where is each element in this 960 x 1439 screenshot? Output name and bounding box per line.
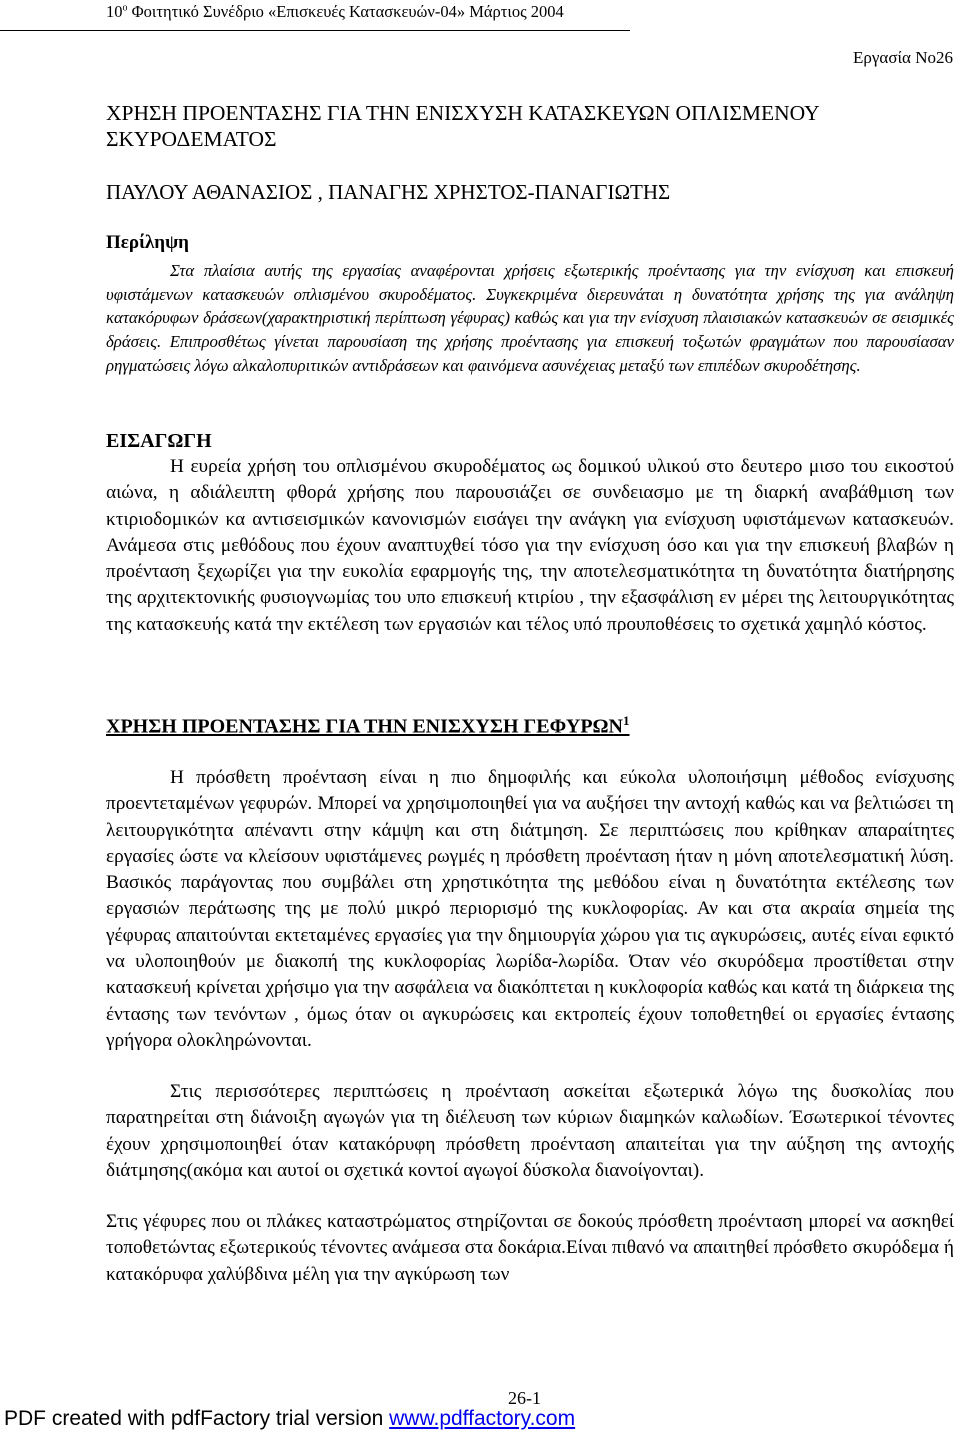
- conference-name: Φοιτητικό Συνέδριο «Επισκευές Κατασκευών-04» Μάρτιος 2004: [127, 2, 564, 21]
- footnote-mark: 1: [623, 713, 630, 728]
- paper-authors: ΠΑΥΛΟΥ ΑΘΑΝΑΣΙΟΣ , ΠΑΝΑΓΗΣ ΧΡΗΣΤΟΣ-ΠΑΝΑΓΙΩΤΗΣ: [106, 180, 671, 204]
- pdf-footer: [4, 1407, 575, 1431]
- bridges-paragraph-1: Η πρόσθετη προένταση είναι η πιο δημοφιλής και εύκολα υλοποιήσιμη μέθοδος ενίσχυσης προεντεταμένων γεφυρών. Μπορεί να χρησιμοποιηθεί για να αυξήσει την αντοχή καθώς και να βελτιώσει τη λειτουργικότητα απέναντι στην κάμψη και στη διάτμηση. Σε περιπτώσεις που κρίθηκαν απαραίτητες εργασίες ώστε να κλείσουν υφιστάμενες ρωγμές η πρόσθετη προένταση ήταν η μόνη αποτελεσματική λύση. Βασικός παράγοντας που συμβάλει στη χρηστικότητα της μεθόδου είναι η δυνατότητα εκτέλεσης των εργασιών περάτωσης της με πολύ μικρό περιορισμό της κυκλοφορίας. Αν και στα ακραία σημεία της γέφυρας απαιτούνται εκτεταμένες εργασίες για την δημιουργία χώρου για τις αγκυρώσεις, αυτές είναι εφικτό να υλοποιηθούν με διακοπή της κυκλοφορίας λωρίδα-λωρίδα. Όταν νέο σκυρόδεμα προστίθεται στην κατασκευή κρίνεται χρήσιμο για την ασφάλεια να διακόπτεται η κυκλοφορία καθώς και κατά τη διάρκεια της έντασης των τενόντων , όμως όταν οι αγκυρώσεις και εκτροπείς έχουν τοποθετηθεί οι εργασίες έντασης γρήγορα ολοκληρώνονται.: [106, 767, 954, 1051]
- edition-suffix: ο: [122, 2, 128, 14]
- abstract-text: Στα πλαίσια αυτής της εργασίας αναφέρονται χρήσεις εξωτερικής προέντασης για την ενίσχυση και επισκευή υφιστάμενων κατασκευών οπλισμένου σκυροδέματος. Συγκεκριμένα διερευνάται η δυνατότητα χρήσης της για ανάληψη κατακόρυφων δράσεων(χαρακτηριστική περίπτωση γέφυρας) καθώς και για την ενίσχυση πλαισιακών κατασκευών σε σεισμικές δράσεις. Επιπροσθέτως γίνεται παρουσίαση της χρήσης προέντασης για επισκευή τοξωτών φραγμάτων που παρουσίασαν ρηγματώσεις λόγω αλκαλοπυριτικών αντιδράσεων και φαινόμενα ασυνέχειας μεταξύ των επιπέδων σκυροδέτησης.: [106, 261, 954, 375]
- page-number: 26-1: [508, 1388, 541, 1408]
- conference-header: [106, 2, 564, 22]
- bridges-paragraph-2: Στις περισσότερες περιπτώσεις η προένταση ασκείται εξωτερικά λόγω της δυσκολίας που παρατηρείται στη διάνοιξη αγωγών για τη διέλευση των κύριων διαμηκών καλωδίων. Έσωτερικοί τένοντες έχουν χρησιμοποιηθεί όταν κατακόρυφη πρόσθετη προένταση απαιτείται για την αύξηση της αντοχής διάτμησης(ακόμα και αυτοί οι σχετικά κοντοί αγωγοί δύσκολα διανοίγονται).: [106, 1081, 954, 1181]
- footer-link[interactable]: www.pdffactory.com: [389, 1407, 576, 1430]
- bridges-heading-text: ΧΡΗΣΗ ΠΡΟΕΝΤΑΣΗΣ ΓΙΑ ΤΗΝ ΕΝΙΣΧΥΣΗ ΓΕΦΥΡΩΝ: [106, 715, 624, 738]
- edition-number: 10: [106, 2, 123, 21]
- introduction-heading: ΕΙΣΑΓΩΓΗ: [106, 430, 212, 452]
- bridges-heading: [106, 713, 630, 739]
- footer-text: PDF created with pdfFactory trial version: [4, 1407, 390, 1430]
- paper-title: ΧΡΗΣΗ ΠΡΟΕΝΤΑΣΗΣ ΓΙΑ ΤΗΝ ΕΝΙΣΧΥΣΗ ΚΑΤΑΣΚΕΥΩΝ ΟΠΛΙΣΜΕΝΟΥ ΣΚΥΡΟΔΕΜΑΤΟΣ: [106, 101, 819, 151]
- paper-id: Εργασία Νο26: [853, 48, 953, 67]
- abstract-heading: Περίληψη: [106, 232, 189, 253]
- bridges-paragraph-3: Στις γέφυρες που οι πλάκες καταστρώματος στηρίζονται σε δοκούς πρόσθετη προένταση μπορεί να ασκηθεί τοποθετώντας εξωτερικούς τένοντες ανάμεσα στα δοκάρια.Είναι πιθανό να απαιτηθεί πρόσθετο σκυρόδεμα ή κατακόρυφα χαλύβδινα μέλη για την αγκύρωση των: [106, 1211, 954, 1285]
- introduction-text: Η ευρεία χρήση του οπλισμένου σκυροδέματος ως δομικού υλικού στο δευτερο μισο του εικοστού αιώνα, η αδιάλειπτη φθορά χρήσης που παρουσιάζει σε συνδειασμο με τη διαρκή αναβάθμιση των κτιριοδομικών κα αντισεισμικών κανονισμών εισάγει την ανάγκη για ενίσχυση υφιστάμενων κατασκευών. Ανάμεσα στις μεθόδους που έχουν αναπτυχθεί τόσο για την ενίσχυση όσο και για την επισκευή βλαβών η προένταση ξεχωρίζει για την ευκολία εφαρμογής της, την αποτελεσματικότητα τη δυνατότητα διατήρησης της αρχιτεκτονικής φυσιογνωμίας του υπο επισκευή κτιρίου , την εξασφάλιση εν μέρει της λειτουργικότητας της κατασκευής κατά την εκτέλεση των εργασιών και τέλος υπό προυποθέσεις το σχετικά χαμηλό κόστος.: [106, 456, 954, 635]
